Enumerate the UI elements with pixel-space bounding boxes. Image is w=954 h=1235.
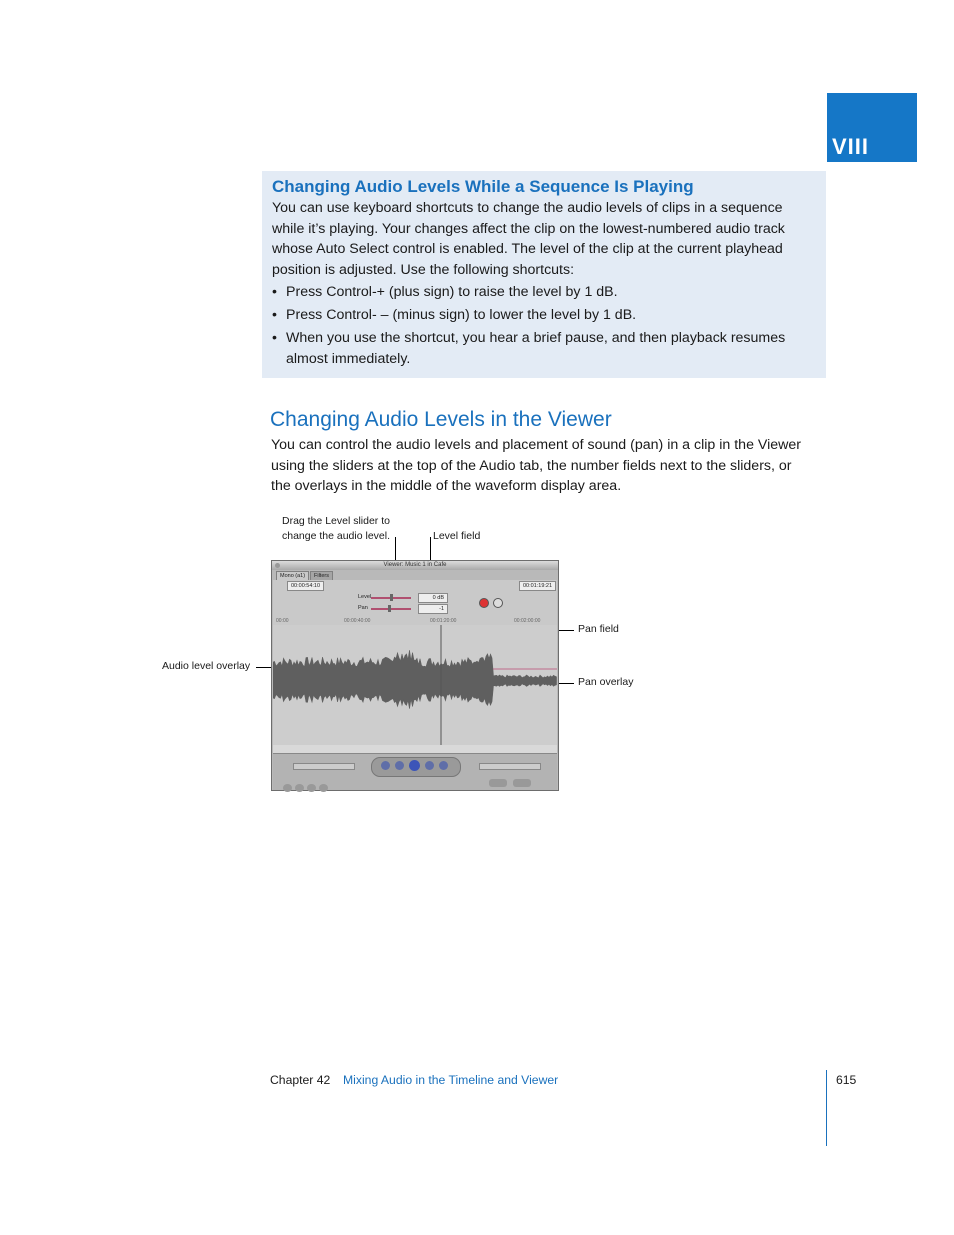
bullet-text: When you use the shortcut, you hear a brief pause, and then playback resumes — [286, 330, 786, 346]
bullet-text: Press Control-+ (plus sign) to raise the level by 1 dB. — [286, 284, 618, 300]
pan-slider-thumb[interactable] — [388, 605, 391, 612]
tab-mono[interactable]: Mono (a1) — [276, 571, 309, 581]
ruler-tick: 00:02:00:00 — [514, 618, 541, 624]
pan-slider[interactable] — [371, 608, 411, 610]
level-field[interactable]: 0 dB — [418, 593, 448, 603]
tip-title: Changing Audio Levels While a Sequence Is Playing — [272, 177, 694, 196]
viewer-window — [271, 560, 559, 791]
part-number: VIII — [832, 134, 870, 159]
waveform-graphic — [273, 625, 557, 745]
section-line: the overlays in the middle of the waveform display area. — [271, 478, 622, 494]
reset-icon[interactable] — [479, 598, 489, 608]
play-around-button[interactable] — [425, 761, 434, 770]
callout-line: change the audio level. — [282, 530, 390, 542]
callout-audio-level-overlay: Audio level overlay — [162, 660, 251, 672]
footer-chapter-title: Mixing Audio in the Timeline and Viewer — [343, 1073, 559, 1087]
callout-pan-overlay: Pan overlay — [578, 676, 634, 688]
match-frame-button[interactable] — [489, 779, 507, 787]
leader-line — [256, 667, 272, 668]
callout-line: Drag the Level slider to — [282, 515, 390, 527]
section-line: using the sliders at the top of the Audio tab, the number fields next to the sliders, or — [271, 457, 792, 474]
play-button[interactable] — [409, 760, 420, 771]
add-marker-icon[interactable] — [319, 784, 328, 792]
ruler-tick: 00:00 — [276, 618, 289, 624]
bullet-dot: • — [272, 330, 277, 346]
scroll-bar[interactable] — [273, 745, 557, 754]
section-line: You can control the audio levels and placement of sound (pan) in a clip in the Viewer — [271, 437, 802, 453]
page-number: 615 — [836, 1073, 857, 1087]
tip-line: You can use keyboard shortcuts to change the audio levels of clips in a sequence — [272, 200, 783, 216]
waveform-area[interactable] — [273, 625, 557, 745]
next-edit-button[interactable] — [439, 761, 448, 770]
tip-line: whose Auto Select control is enabled. The level of the clip at the current playhead — [272, 241, 783, 257]
footer-chapter: Chapter 42 — [270, 1073, 331, 1087]
level-label: Level — [358, 594, 372, 600]
mark-buttons[interactable] — [283, 779, 363, 787]
duration-timecode[interactable]: 00:00:54:10 — [287, 581, 324, 591]
footer-divider — [826, 1070, 827, 1146]
drag-hand-icon[interactable] — [493, 598, 503, 608]
bullet-text: Press Control- – (minus sign) to lower the level by 1 dB. — [286, 307, 637, 323]
bullet-dot: • — [272, 284, 277, 300]
ruler-tick: 00:01:20:00 — [430, 618, 457, 624]
bullet-text: almost immediately. — [286, 351, 411, 367]
shuttle-slider[interactable] — [293, 763, 355, 770]
pan-label: Pan — [358, 605, 368, 611]
mark-clip-icon[interactable] — [307, 784, 316, 792]
callout-pan-field: Pan field — [578, 623, 619, 635]
audio-waveform — [273, 650, 557, 709]
play-in-out-button[interactable] — [395, 761, 404, 770]
pan-field[interactable]: -1 — [418, 604, 448, 614]
viewer-title: Viewer: Music 1 in Cafe — [383, 562, 447, 568]
mark-in-icon[interactable] — [283, 784, 292, 792]
current-timecode[interactable]: 00:01:19:21 — [519, 581, 556, 591]
section-heading: Changing Audio Levels in the Viewer — [270, 408, 612, 431]
tab-filters[interactable]: Filters — [310, 571, 333, 581]
tip-line: while it’s playing. Your changes affect the clip on the lowest-numbered audio track — [272, 220, 785, 237]
bullet-dot: • — [272, 307, 277, 323]
callout-level-field: Level field — [433, 530, 481, 542]
transport-controls — [273, 745, 557, 790]
prev-edit-button[interactable] — [381, 761, 390, 770]
part-tab — [827, 93, 917, 162]
mark-out-icon[interactable] — [295, 784, 304, 792]
tip-paragraph — [272, 198, 785, 280]
level-slider-thumb[interactable] — [390, 594, 393, 601]
ruler-tick: 00:00:40:00 — [344, 618, 371, 624]
recent-clips-button[interactable] — [513, 779, 531, 787]
tip-line: position is adjusted. Use the following shortcuts: — [272, 261, 575, 278]
section-paragraph — [271, 435, 801, 497]
jog-control[interactable] — [479, 763, 541, 770]
callout-drag-level — [282, 514, 390, 544]
viewer-titlebar — [272, 561, 558, 570]
